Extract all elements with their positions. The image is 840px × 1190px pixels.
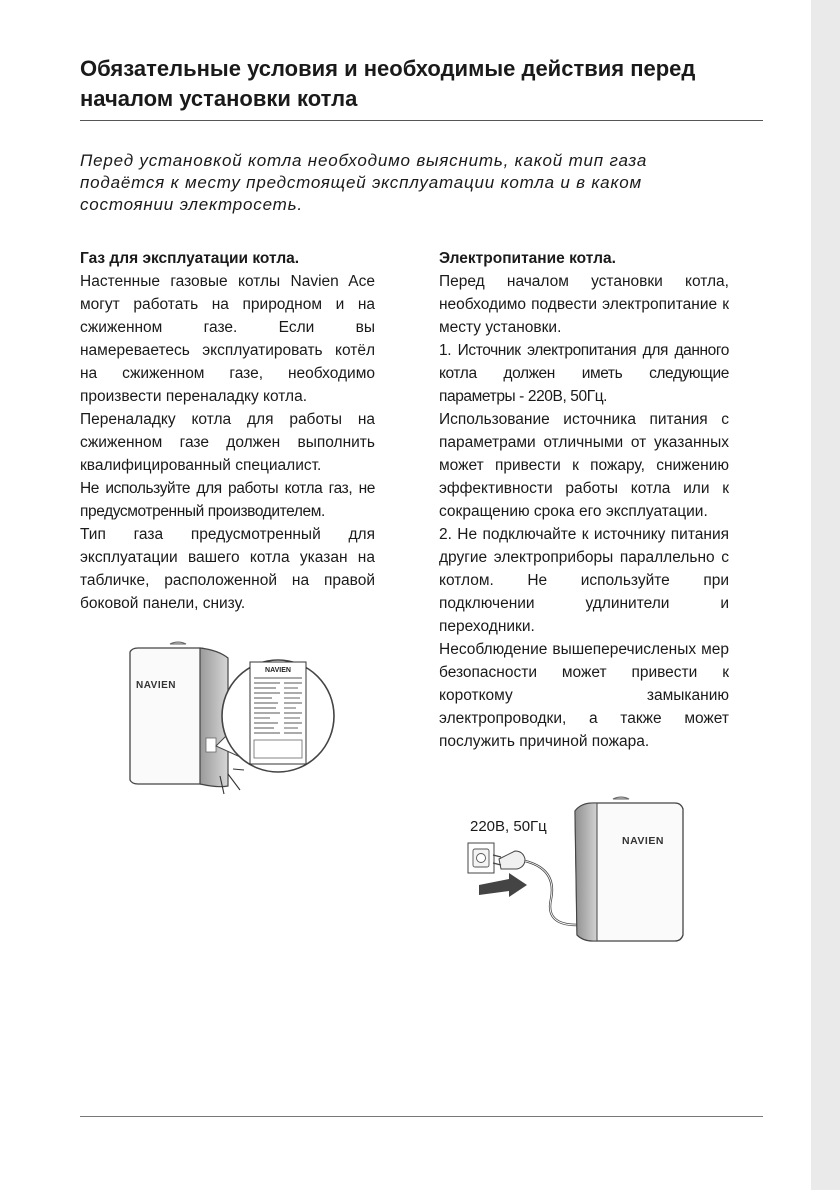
gas-paragraph-3: Не используйте для работы котла газ, не предусмотренный производителем. <box>80 480 375 520</box>
power-section <box>439 247 729 753</box>
boiler-body-right <box>575 797 683 941</box>
power-paragraph-3: Использование источника питания с параметрами отличными от указанных может привести к пожару, снижению эффективности работы котла или к сокращению срока его эксплуатации. <box>439 411 729 520</box>
gas-paragraph-2: Переналадку котла для работы на сжиженном газе должен выполнить квалифицированный специалист. <box>80 411 375 474</box>
gas-paragraph-1: Настенные газовые котлы Navien Ace могут работать на природном и на сжиженном газе. Если вы намереваетесь эксплуатировать котёл на сжиженном газе, необходимо произвести переналадку котла. <box>80 273 375 405</box>
footer-divider <box>80 1116 763 1117</box>
page-title-line2: началом установки котла <box>80 86 358 111</box>
page-title <box>80 54 780 114</box>
power-paragraph-2: 1. Источник электропитания для данного котла должен иметь следующие параметры - 220В, 50Гц. <box>439 342 729 405</box>
gas-section <box>80 247 375 615</box>
boiler-power-illustration <box>465 795 695 950</box>
power-section-heading: Электропитание котла. <box>439 250 616 267</box>
magnifier-callout <box>216 660 334 772</box>
boiler-brand-label: NAVIEN <box>135 680 177 691</box>
boiler-body <box>130 642 228 787</box>
gas-paragraph-4: Тип газа предусмотренный для эксплуатации вашего котла указан на табличке, расположенной на правой боковой панели, снизу. <box>80 526 375 612</box>
rating-plate-brand: NAVIEN <box>265 667 291 674</box>
side-margin-strip <box>811 0 840 1190</box>
voltage-label: 220В, 50Гц <box>470 818 547 835</box>
wall-socket <box>468 843 494 873</box>
header-divider <box>80 120 763 121</box>
power-paragraph-1: Перед началом установки котла, необходимо подвести электропитание к месту установки. <box>439 273 729 336</box>
power-plug <box>493 851 525 869</box>
intro-paragraph: Перед установкой котла необходимо выяснить, какой тип газа подаётся к месту предстоящей эксплуатации котла и в каком состоянии электросеть. <box>80 151 648 214</box>
power-paragraph-5: Несоблюдение вышеперечисленых мер безопасности может привести к короткому замыканию электропроводки, а также может послужить причиной пожара. <box>439 641 729 750</box>
page-title-line1: Обязательные условия и необходимые действия перед <box>80 56 696 81</box>
insert-arrow <box>479 873 527 897</box>
gas-section-heading: Газ для эксплуатации котла. <box>80 250 300 267</box>
power-paragraph-4: 2. Не подключайте к источнику питания другие электроприборы параллельно с котлом. Не используйте при подключении удлинители и переходники. <box>439 526 729 635</box>
boiler-rating-plate-illustration <box>120 638 335 798</box>
boiler-brand-label-right: NAVIEN <box>622 835 664 847</box>
